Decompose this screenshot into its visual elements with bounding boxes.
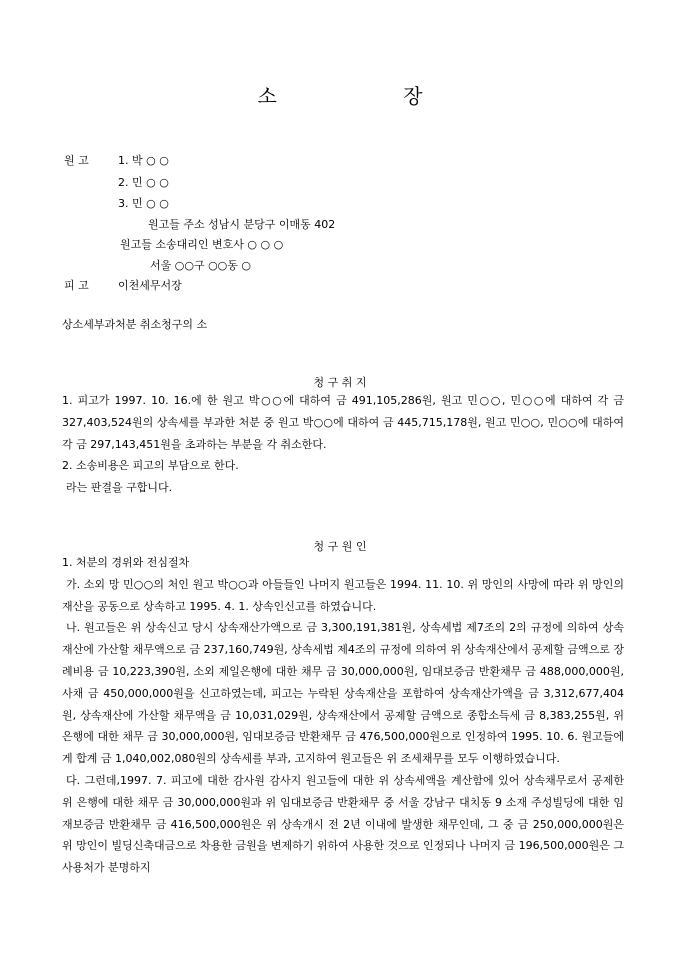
claim-cause-body bbox=[62, 552, 624, 879]
plaintiff-address: 원고들 주소 성남시 분당구 이매동 402 bbox=[148, 218, 336, 231]
defendant: 이천세무서장 bbox=[118, 279, 182, 292]
claim-purpose-closing: 라는 판결을 구합니다. bbox=[66, 481, 173, 495]
claim-purpose-item-2: 2. 소송비용은 피고의 부담으로 한다. bbox=[62, 459, 239, 473]
paragraph-da: 다. 그런데,1997. 7. 피고에 대한 감사원 감사지 원고들에 대한 위 상속세액을 계산함에 있어 상속채무로서 공제한 위 은행에 대한 채무 금 30,000,000원과 위 임대보증금 반환채무 중 서울 강남구 대치동 9 소재 주성빌딩에 대한 임재보증금 반환채무 금 416,500,000원은 위 상속개시 전 2년 이내에 발생한 채무인데, 그 중 금 250,000,000원은 위 망인이 빌딩신축대금으로 차용한 금원을 변제하기 위하여 사용한 것으로 인정되나 나머지 금 196,500,000원은 그 사용처가 분명하지 bbox=[62, 773, 624, 875]
claim-cause-heading: 청 구 원 인 bbox=[313, 540, 367, 553]
paragraph-na: 나. 원고들은 위 상속신고 당시 상속재산가액으로 금 3,300,191,381원, 상속세법 제7조의 2의 규정에 의하여 상속재산에 가산할 채무액으로 금 237,160,749원, 상속세법 제4조의 규정에 의하여 위 상속재산에서 공제할 금액으로 장례비용 금 10,223,390원, 소외 제일은행에 대한 채무 금 30,000,000원, 임대보증금 반환채무 금 488,000,000원, 사채 금 450,000,000원을 신고하였는데, 피고는 누락된 상속재산을 포함하여 상속재산가액을 금 3,312,677,404원, 상속재산에 가산할 채무액을 금 10,031,029원, 상속재산에서 공제할 금액으로 종합소득세 금 8,383,255원, 위 은행에 대한 채무 금 30,000,000원, 임대보증금 반환채무 금 476,500,000원으로 인정하여 1995. 10. 6. 원고들에게 합계 금 1,040,002,080원의 상속세를 부과, 고지하여 원고들은 위 조세채무를 모두 이행하였습니다. bbox=[62, 621, 624, 766]
attorney: 원고들 소송대리인 변호사 ○ ○ ○ bbox=[120, 238, 284, 251]
paragraph-ga: 가. 소외 망 민○○의 처인 원고 박○○과 아들들인 나머지 원고들은 1994. 11. 10. 위 망인의 사망에 따라 위 망인의 재산을 공동으로 상속하고 1995. 4. 1. 상속인신고를 하였습니다. bbox=[62, 577, 624, 613]
claim-purpose-item-1: 1. 피고가 1997. 10. 16.에 한 원고 박○○에 대하여 금 491,105,286원, 원고 민○○, 민○○에 대하여 각 금 327,403,524원의 상속세를 부과한 처분 중 원고 박○○에 대하여 금 445,715,178원, 원고 민○○, 민○○에 대하여 각 금 297,143,451원을 초과하는 부분을 각 취소한다. bbox=[62, 394, 624, 451]
plaintiff-label: 원 고 bbox=[64, 154, 89, 167]
plaintiff-2: 2. 민 ○ ○ bbox=[118, 176, 169, 189]
defendant-label: 피 고 bbox=[64, 279, 89, 292]
plaintiff-3: 3. 민 ○ ○ bbox=[118, 197, 169, 210]
plaintiff-1: 1. 박 ○ ○ bbox=[118, 154, 169, 167]
document-title: 소 장 bbox=[257, 84, 483, 108]
attorney-address: 서울 ○○구 ○○동 ○ bbox=[150, 259, 251, 272]
section-1-heading: 1. 처분의 경위와 전심절차 bbox=[62, 556, 190, 569]
claim-purpose-heading: 청 구 취 지 bbox=[313, 376, 367, 389]
claim-purpose-body bbox=[62, 390, 624, 499]
case-name: 상소세부과처분 취소청구의 소 bbox=[62, 318, 208, 331]
